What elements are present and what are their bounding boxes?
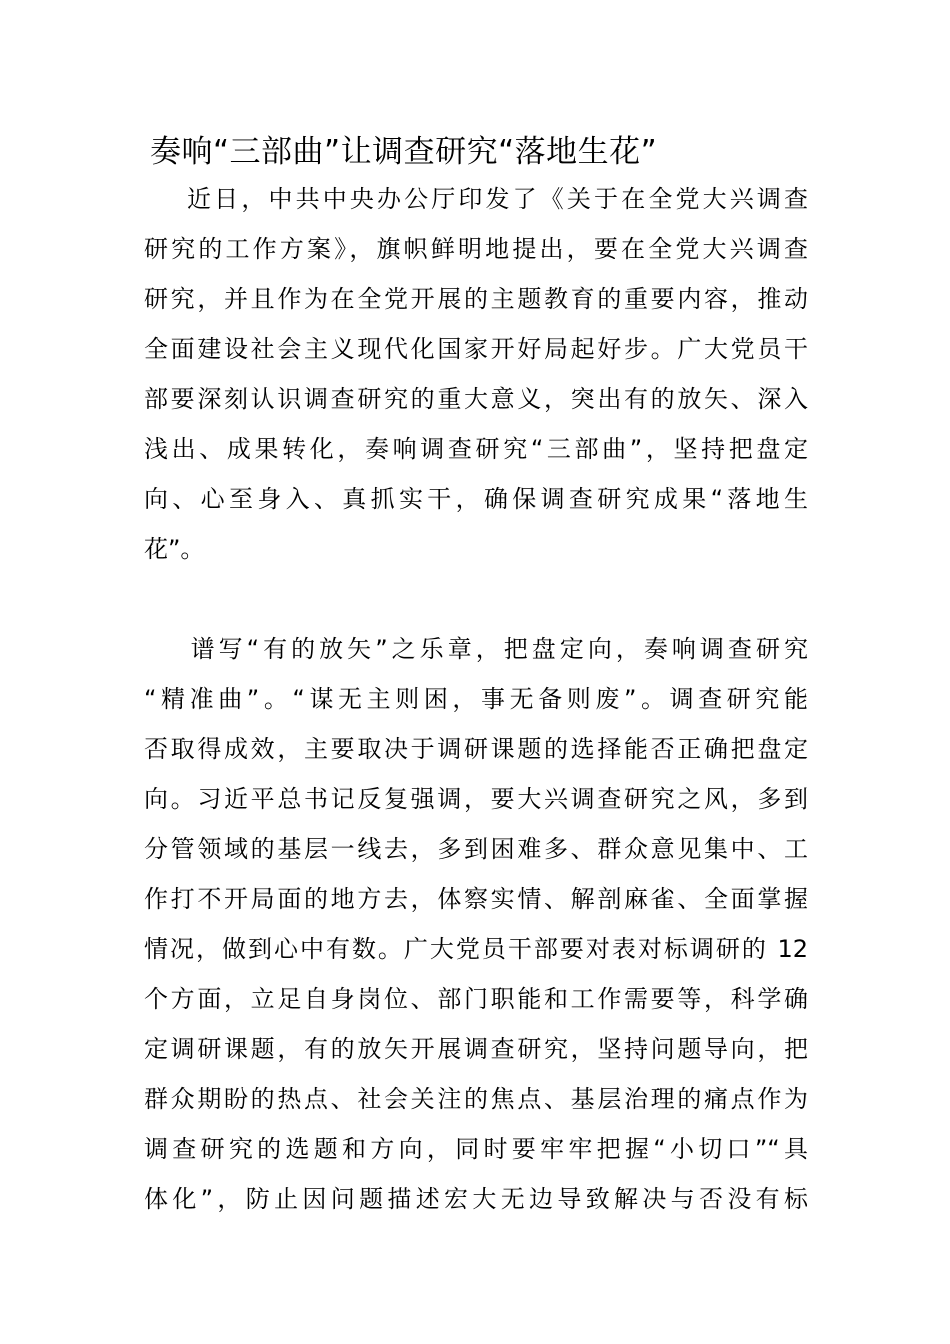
paragraph-line: 体化”，防止因问题描述宏大无边导致解决与否没有标 <box>144 1185 808 1213</box>
paragraph-intro <box>144 174 808 574</box>
paragraph-line: 分管领域的基层一线去，多到困难多、群众意见集中、工 <box>144 835 808 863</box>
paragraph-line: “精准曲”。“谋无主则困，事无备则废”。调查研究能 <box>144 685 808 713</box>
paragraph-line: 全面建设社会主义现代化国家开好局起好步。广大党员干 <box>144 335 808 363</box>
paragraph-line: 研究的工作方案》，旗帜鲜明地提出，要在全党大兴调查 <box>144 235 808 263</box>
paragraph-line: 部要深刻认识调查研究的重大意义，突出有的放矢、深入 <box>144 385 808 413</box>
paragraph-line: 花”。 <box>144 535 205 563</box>
paragraph-line: 作打不开局面的地方去，体察实情、解剖麻雀、全面掌握 <box>144 885 808 913</box>
paragraph-section-one <box>144 624 808 1224</box>
paragraph-line: 研究，并且作为在全党开展的主题教育的重要内容，推动 <box>144 285 808 313</box>
paragraph-line: 谱写“有的放矢”之乐章，把盘定向，奏响调查研究 <box>144 635 808 663</box>
paragraph-line: 情况，做到心中有数。广大党员干部要对表对标调研的 12 <box>144 935 808 963</box>
paragraph-line: 近日，中共中央办公厅印发了《关于在全党大兴调查 <box>144 185 808 213</box>
paragraph-line: 浅出、成果转化，奏响调查研究“三部曲”，坚持把盘定 <box>144 435 808 463</box>
paragraph-line: 调查研究的选题和方向，同时要牢牢把握“小切口”“具 <box>144 1135 808 1163</box>
paragraph-line: 向、心至身入、真抓实干，确保调查研究成果“落地生 <box>144 485 808 513</box>
paragraph-line: 群众期盼的热点、社会关注的焦点、基层治理的痛点作为 <box>144 1085 808 1113</box>
paragraph-line: 否取得成效，主要取决于调研课题的选择能否正确把盘定 <box>144 735 808 763</box>
document-title: 奏响“三部曲”让调查研究“落地生花” <box>150 134 658 170</box>
paragraph-line: 定调研课题，有的放矢开展调查研究，坚持问题导向，把 <box>144 1035 808 1063</box>
paragraph-line: 向。习近平总书记反复强调，要大兴调查研究之风，多到 <box>144 785 808 813</box>
paragraph-line: 个方面，立足自身岗位、部门职能和工作需要等，科学确 <box>144 985 808 1013</box>
